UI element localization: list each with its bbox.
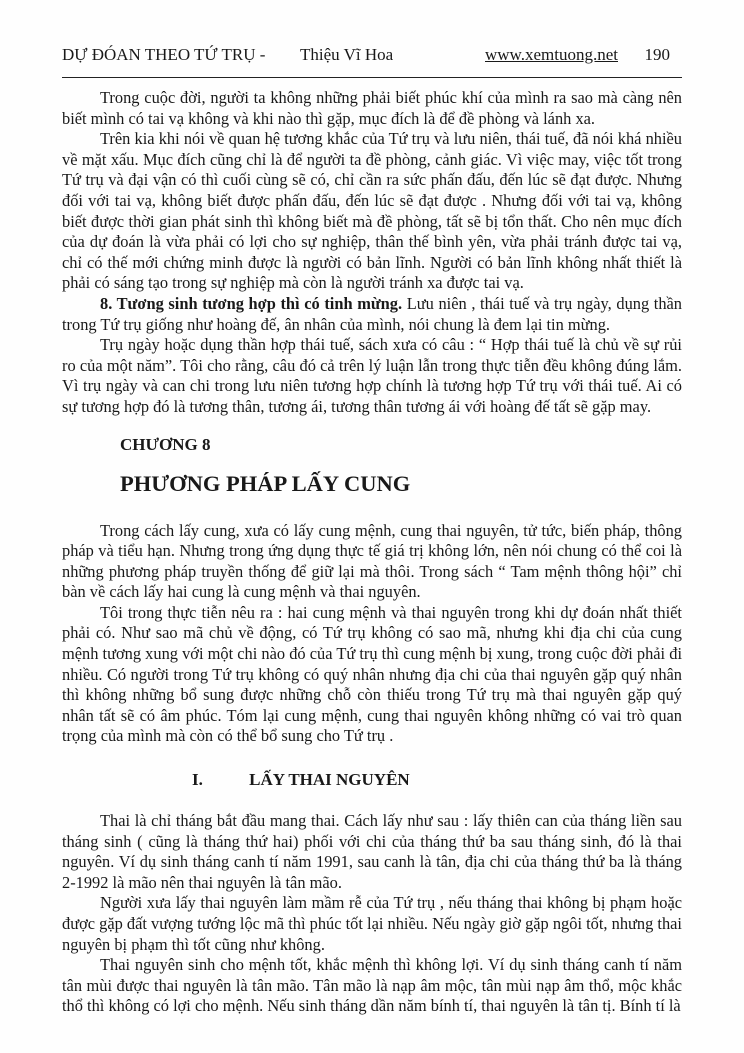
- paragraph-2: Trên kia khi nói về quan hệ tương khắc của Tứ trụ và lưu niên, thái tuế, đã nói khá nhiều về mặt xấu. Mục đích cũng chỉ là để người ta đề phòng, cảnh giác. Vì việc may, việc tốt trong Tứ trụ và đại vận có thì cuối cùng sẽ có, chỉ cần ra sức phấn đấu, đến lúc sẽ đạt được. Nhưng đối với tai vạ, không biết được phấn đấu, đến lúc sẽ đạt được . Nhưng đối với tai vạ, không biết được thời gian phát sinh thì không biết mà đề phòng, tất sẽ bị tổn thất. Cho nên mục đích của dự đoán là vừa phải có lợi cho sự nghiệp, thân thế bình yên, vừa phải tránh được tai vạ, chỉ có thế mới chứng minh được là người có bản lĩnh. Người có bản lĩnh không nhất thiết là phải có sáng tạo trong sự nghiệp mà còn là người tránh xa được tai vạ.: [62, 129, 682, 293]
- paragraph-9: Thai nguyên sinh cho mệnh tốt, khắc mệnh thì không lợi. Ví dụ sinh tháng canh tí năm tân mùi được thai nguyên là tân mão. Tân mão là nạp âm mộc, tân mùi nạp âm thổ, mộc khắc thổ thì không có lợi cho mệnh. Nếu sinh tháng dần năm bính tí, thai nguyên là tân tị. Bính tí là: [62, 955, 682, 1016]
- page-content: [62, 88, 682, 1017]
- paragraph-4: Trụ ngày hoặc dụng thần hợp thái tuế, sách xưa có câu : “ Hợp thái tuế là chủ về sự rủi ro của một năm”. Tôi cho rằng, câu đó cả trên lý luận lẫn trong thực tiễn đều không đúng lắm. Vì trụ ngày và can chi trong lưu niên tương hợp chính là tương hợp Tứ trụ với thái tuế. Ai có sự tương hợp đó là tương thân, tương ái, tương thân tương ái với hoàng đế tất sẽ gặp may.: [62, 335, 682, 416]
- paragraph-3: [62, 294, 682, 335]
- page-header: [62, 44, 682, 65]
- website-link: www.xemtuong.net: [485, 45, 618, 64]
- paragraph-3-bold-lead: 8. Tương sinh tương hợp thì có tinh mừng.: [100, 293, 403, 313]
- section-number: I.: [192, 770, 203, 790]
- author-name: Thiệu Vĩ Hoa: [300, 45, 394, 64]
- chapter-number-heading: CHƯƠNG 8: [120, 434, 211, 454]
- paragraph-6: Tôi trong thực tiễn nêu ra : hai cung mệnh và thai nguyên trong khi dự đoán nhất thiết phải có. Như sao mã chủ về động, có Tứ trụ không có sao mã, nhưng khi địa chi của cung mệnh tương xung với một chi nào đó của Tứ trụ thì cung mệnh bị xung, trong cuộc đời phải đi nhiều. Có người trong Tứ trụ không có quý nhân nhưng địa chi của thai nguyên gặp quý nhân thì không những bổ sung được những chỗ còn thiếu trong Tứ trụ mà thai nguyên gặp quý nhân tất sẽ có âm phúc. Tóm lại cung mệnh, cung thai nguyên không những có vai trò quan trọng của mình mà còn có thể bổ sung cho Tứ trụ .: [62, 602, 682, 746]
- paragraph-3-rest: Lưu niên , thái tuế và trụ ngày, dụng thần trong Tứ trụ giống như hoàng đế, ân nhân của mình, nói chung là đem lại tin mừng.: [62, 293, 683, 334]
- book-title: DỰ ĐÓAN THEO TỨ TRỤ -: [62, 45, 266, 64]
- section-title: LẤY THAI NGUYÊN: [249, 770, 410, 790]
- paragraph-7: Thai là chỉ tháng bắt đầu mang thai. Cách lấy như sau : lấy thiên can của tháng liền sau tháng sinh ( cũng là tháng thứ hai) phối với chi của tháng thứ ba sau tháng sinh, đó là thai nguyên. Ví dụ sinh tháng canh tí năm 1991, sau canh là tân, địa chi của tháng thứ ba là tháng 2-1992 là mão nên thai nguyên là tân mão.: [62, 811, 682, 892]
- section-heading: [62, 770, 682, 790]
- chapter-title-heading: PHƯƠNG PHÁP LẤY CUNG: [120, 470, 411, 496]
- paragraph-1: Trong cuộc đời, người ta không những phải biết phúc khí của mình ra sao mà càng nên biết mình có tai vạ không và khi nào thì gặp, mục đích là để đề phòng và lánh xa.: [62, 88, 682, 128]
- page-number: 190: [644, 45, 670, 64]
- header-divider: [62, 77, 682, 78]
- paragraph-8: Người xưa lấy thai nguyên làm mầm rễ của Tứ trụ , nếu tháng thai không bị phạm hoặc được gặp đất vượng tướng lộc mã thì phúc tốt lại nhiều. Nếu ngày giờ gặp ngôi tốt, nhưng thai nguyên bị phạm thì tốt cũng như không.: [62, 893, 682, 954]
- paragraph-5: Trong cách lấy cung, xưa có lấy cung mệnh, cung thai nguyên, tử tức, biến pháp, thông pháp và tiểu hạn. Nhưng trong ứng dụng thực tế giá trị không lớn, nên nói chung có thể coi là những phương pháp truyền thống để giữ lại mà thôi. Trong sách “ Tam mệnh thông hội” chỉ bàn về cách lấy hai cung là cung mệnh và thai nguyên.: [62, 520, 682, 602]
